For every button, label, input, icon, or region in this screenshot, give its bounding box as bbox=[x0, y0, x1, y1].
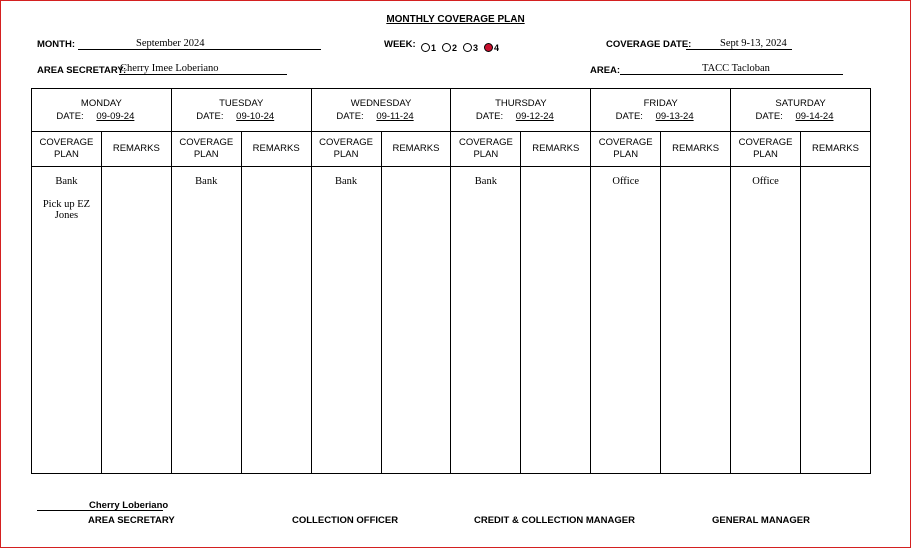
day-header bbox=[171, 89, 311, 132]
day-name: SATURDAY bbox=[775, 98, 826, 109]
date-label: DATE: bbox=[615, 111, 643, 122]
day-date bbox=[172, 111, 311, 122]
day-header bbox=[311, 89, 451, 132]
date-label: DATE: bbox=[56, 111, 84, 122]
month-value: September 2024 bbox=[136, 38, 205, 49]
area-label: AREA: bbox=[590, 65, 621, 76]
date-label: DATE: bbox=[475, 111, 504, 122]
day-name: THURSDAY bbox=[495, 98, 547, 109]
remarks-cell[interactable] bbox=[101, 167, 171, 474]
document-title: MONTHLY COVERAGE PLAN bbox=[386, 14, 525, 25]
area-value: TACC Tacloban bbox=[702, 63, 770, 74]
date-label: DATE: bbox=[336, 111, 364, 122]
day-header bbox=[731, 89, 871, 132]
area-secretary-label: AREA SECRETARY: bbox=[37, 65, 127, 76]
date-value: 09-13-24 bbox=[655, 111, 694, 122]
day-date bbox=[32, 111, 171, 122]
collection-officer-title: COLLECTION OFFICER bbox=[292, 515, 399, 526]
coverage-entry: Bank bbox=[55, 176, 78, 187]
coverage-plan-cell[interactable] bbox=[32, 167, 102, 474]
week-option-2[interactable]: 2 bbox=[442, 38, 463, 55]
remarks-cell[interactable] bbox=[800, 167, 870, 474]
coverage-plan-header: COVERAGE PLAN bbox=[451, 132, 521, 167]
day-header bbox=[451, 89, 591, 132]
coverage-plan-header: COVERAGE PLAN bbox=[731, 132, 801, 167]
general-manager-title: GENERAL MANAGER bbox=[712, 515, 810, 526]
radio-icon bbox=[463, 43, 472, 52]
area-secretary-underline bbox=[119, 74, 287, 75]
area-secretary-signature-name: Cherry Loberiano bbox=[89, 500, 169, 511]
coverage-plan-header: COVERAGE PLAN bbox=[591, 132, 661, 167]
remarks-header: REMARKS bbox=[661, 132, 731, 167]
remarks-cell[interactable] bbox=[381, 167, 451, 474]
area-secretary-title: AREA SECRETARY bbox=[88, 515, 175, 526]
date-value: 09-09-24 bbox=[96, 111, 135, 122]
coverage-plan-cell[interactable] bbox=[731, 167, 801, 474]
area-underline bbox=[620, 74, 843, 75]
coverage-entry: Bank bbox=[334, 176, 358, 187]
date-label: DATE: bbox=[755, 111, 783, 122]
remarks-header: REMARKS bbox=[800, 132, 870, 167]
month-label: MONTH: bbox=[37, 39, 75, 50]
coverage-entry: Bank bbox=[195, 176, 218, 187]
day-name: TUESDAY bbox=[219, 98, 264, 109]
coverage-date-underline bbox=[686, 49, 792, 50]
week-label: WEEK: bbox=[384, 39, 416, 50]
day-header bbox=[591, 89, 731, 132]
radio-icon bbox=[442, 43, 451, 52]
day-name: MONDAY bbox=[80, 98, 122, 109]
remarks-cell[interactable] bbox=[521, 167, 591, 474]
coverage-date-value: Sept 9-13, 2024 bbox=[720, 38, 787, 49]
day-date bbox=[591, 111, 730, 122]
coverage-entry: Pick up EZ Jones bbox=[42, 199, 91, 221]
coverage-entry: Office bbox=[612, 176, 640, 187]
radio-icon bbox=[484, 43, 493, 52]
remarks-header: REMARKS bbox=[521, 132, 591, 167]
day-header bbox=[32, 89, 172, 132]
date-label: DATE: bbox=[196, 111, 224, 122]
date-value: 09-10-24 bbox=[236, 111, 275, 122]
coverage-plan-cell[interactable] bbox=[591, 167, 661, 474]
week-option-4[interactable]: 4 bbox=[484, 38, 505, 55]
week-option-1[interactable]: 1 bbox=[421, 38, 442, 55]
week-option-3[interactable]: 3 bbox=[463, 38, 484, 55]
day-date bbox=[312, 111, 451, 122]
coverage-plan-cell[interactable] bbox=[311, 167, 381, 474]
coverage-plan-header: COVERAGE PLAN bbox=[311, 132, 381, 167]
remarks-header: REMARKS bbox=[101, 132, 171, 167]
coverage-plan-header: COVERAGE PLAN bbox=[171, 132, 241, 167]
remarks-header: REMARKS bbox=[381, 132, 451, 167]
date-value: 09-14-24 bbox=[795, 111, 834, 122]
coverage-plan-cell[interactable] bbox=[171, 167, 241, 474]
coverage-entry: Office bbox=[752, 176, 779, 187]
coverage-table bbox=[31, 88, 871, 474]
coverage-plan-cell[interactable] bbox=[451, 167, 521, 474]
month-underline bbox=[78, 49, 321, 50]
date-value: 09-12-24 bbox=[515, 111, 554, 122]
day-name: FRIDAY bbox=[643, 98, 678, 109]
credit-collection-manager-title: CREDIT & COLLECTION MANAGER bbox=[474, 515, 635, 526]
remarks-header: REMARKS bbox=[241, 132, 311, 167]
coverage-plan-header: COVERAGE PLAN bbox=[32, 132, 102, 167]
day-date bbox=[731, 111, 870, 122]
day-name: WEDNESDAY bbox=[350, 98, 412, 109]
area-secretary-value: Cherry Imee Loberiano bbox=[120, 63, 219, 74]
date-value: 09-11-24 bbox=[376, 111, 414, 122]
radio-icon bbox=[421, 43, 430, 52]
coverage-date-label: COVERAGE DATE: bbox=[606, 39, 692, 50]
remarks-cell[interactable] bbox=[661, 167, 731, 474]
signature-underline bbox=[37, 510, 163, 511]
day-date bbox=[451, 111, 590, 122]
week-options bbox=[421, 38, 505, 56]
coverage-entry: Bank bbox=[474, 176, 497, 187]
remarks-cell[interactable] bbox=[241, 167, 311, 474]
